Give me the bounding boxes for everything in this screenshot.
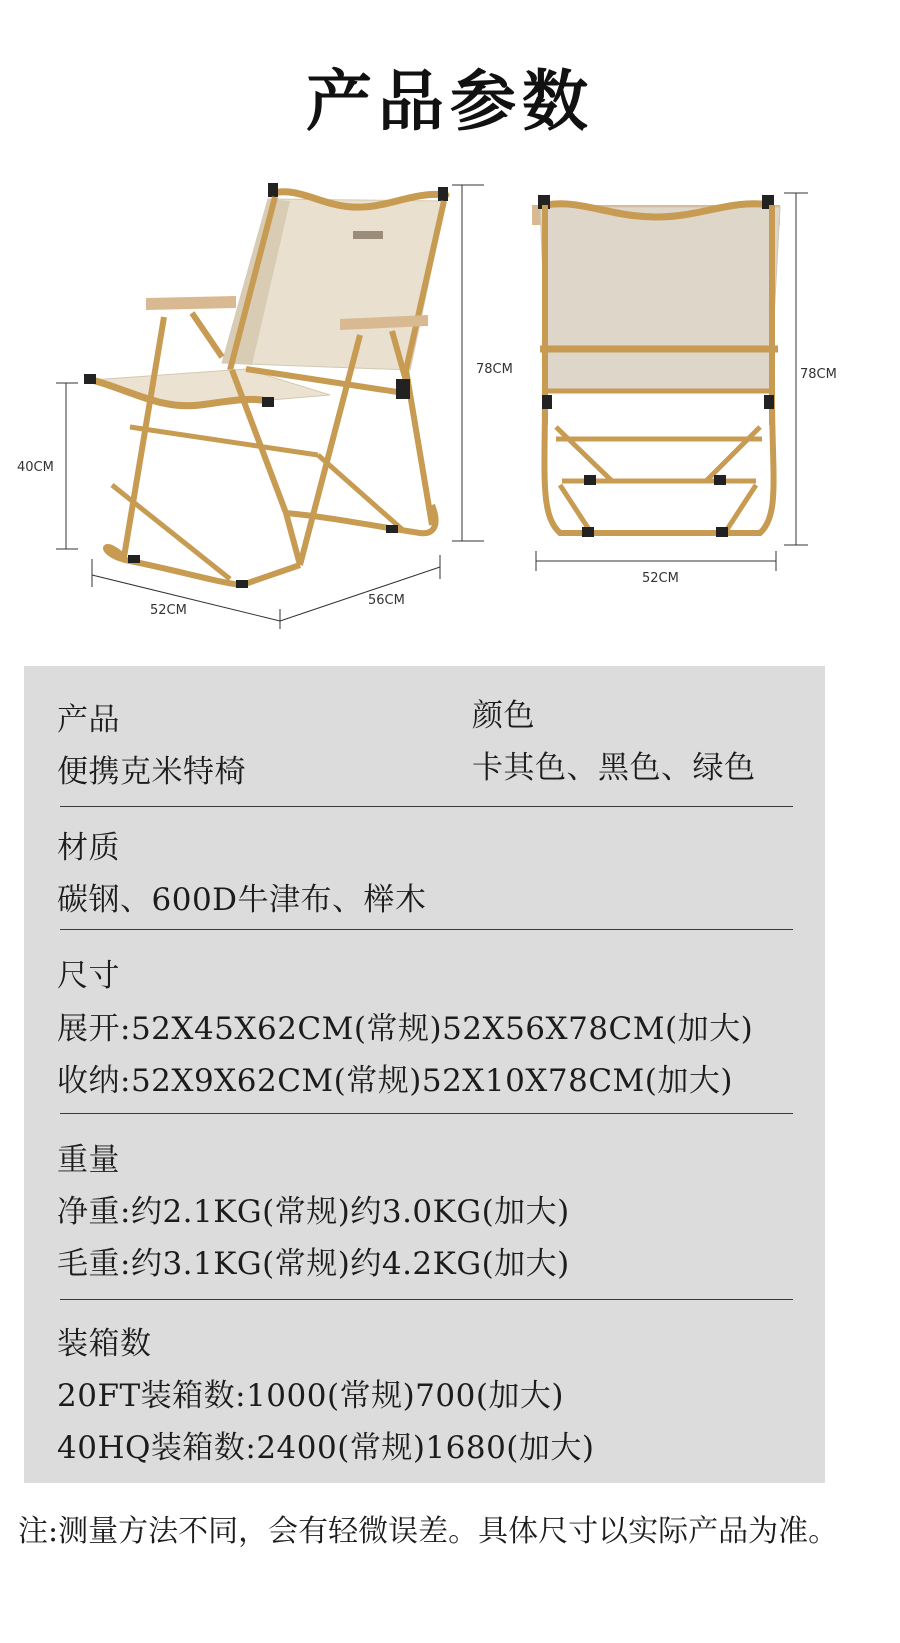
spec-panel xyxy=(24,666,825,1483)
packing-label: 装箱数 xyxy=(57,1326,152,1362)
dim-depth: 56CM xyxy=(368,593,405,608)
page-title: 产品参数 xyxy=(306,62,594,140)
dim-seat-height: 40CM xyxy=(17,460,54,475)
footnote: 注:测量方法不同，会有轻微误差。具体尺寸以实际产品为准。 xyxy=(18,1514,839,1549)
color-value: 卡其色、黑色、绿色 xyxy=(472,750,756,786)
material-value: 碳钢、600D牛津布、榉木 xyxy=(57,882,427,918)
size-label: 尺寸 xyxy=(57,958,120,994)
dim-width-front: 52CM xyxy=(150,603,187,618)
packing-40hq: 40HQ装箱数:2400(常规)1680(加大) xyxy=(57,1430,595,1466)
color-label: 颜色 xyxy=(472,698,535,734)
chair-dimension-figure xyxy=(0,165,900,655)
chair-side-view xyxy=(17,183,513,629)
weight-gross: 毛重:约3.1KG(常规)约4.2KG(加大) xyxy=(57,1246,570,1282)
size-folded: 收纳:52X9X62CM(常规)52X10X78CM(加大) xyxy=(57,1063,733,1099)
weight-net: 净重:约2.1KG(常规)约3.0KG(加大) xyxy=(57,1194,570,1230)
material-label: 材质 xyxy=(57,830,120,866)
packing-20ft: 20FT装箱数:1000(常规)700(加大) xyxy=(57,1378,565,1414)
divider xyxy=(60,1299,793,1300)
dim-width-back: 52CM xyxy=(642,571,679,586)
product-label: 产品 xyxy=(57,702,120,738)
dim-height-side: 78CM xyxy=(476,362,513,377)
chair-back-view xyxy=(532,193,837,586)
divider xyxy=(60,1113,793,1114)
weight-label: 重量 xyxy=(57,1142,120,1178)
size-open: 展开:52X45X62CM(常规)52X56X78CM(加大) xyxy=(57,1011,754,1047)
divider xyxy=(60,929,793,930)
product-value: 便携克米特椅 xyxy=(57,754,246,790)
divider xyxy=(60,806,793,807)
dim-height-back: 78CM xyxy=(800,367,837,382)
